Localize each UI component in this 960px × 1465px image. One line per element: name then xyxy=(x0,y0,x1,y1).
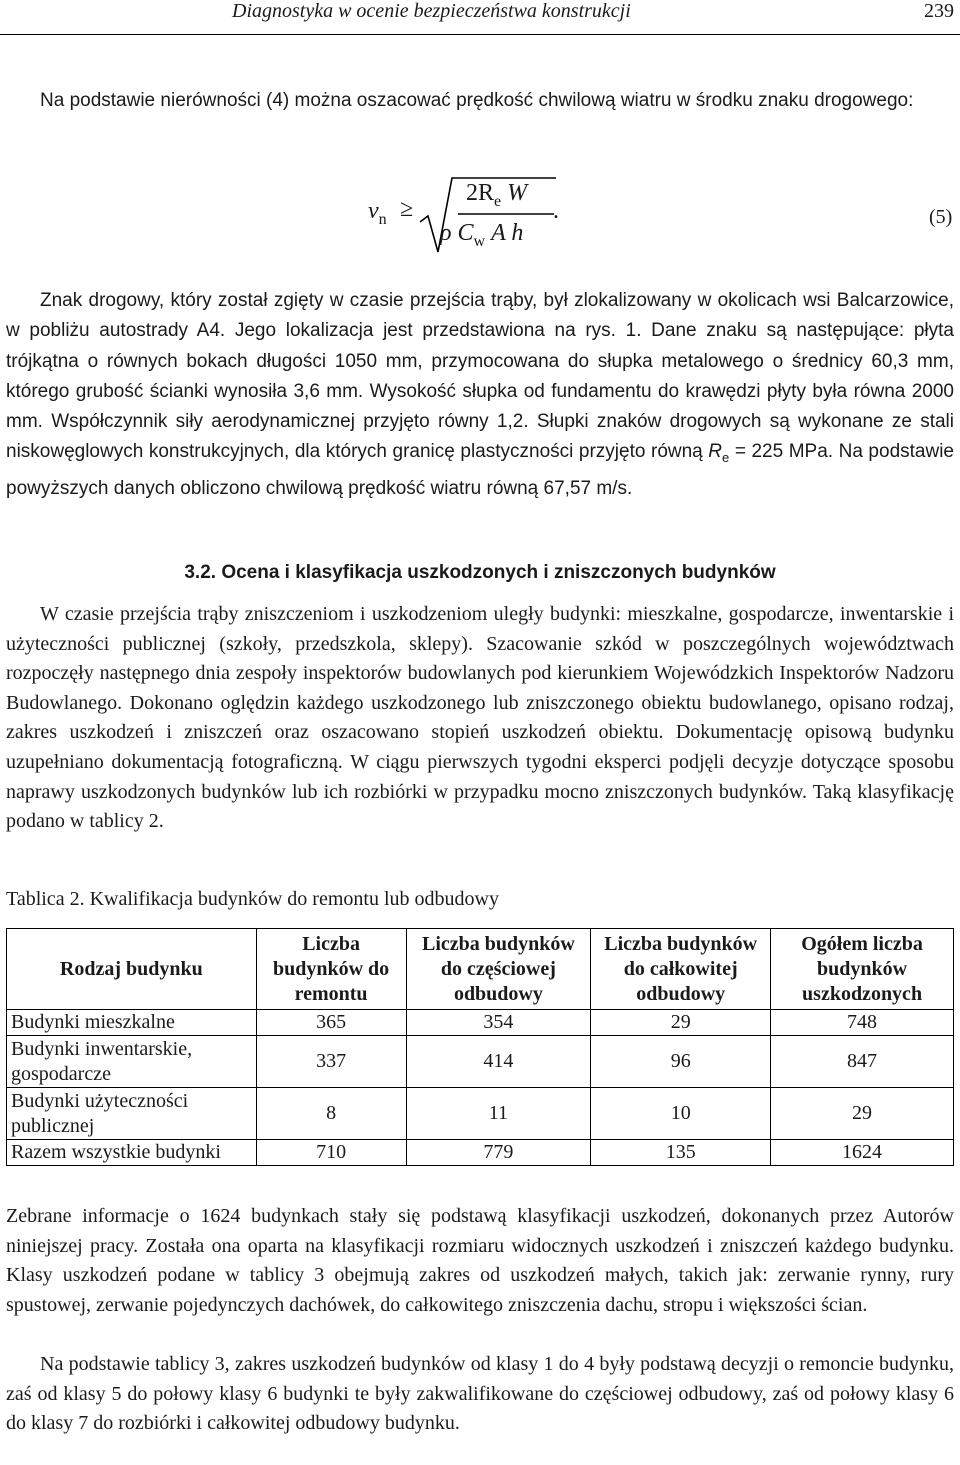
table-cell: Budynki inwentarskie, gospodarcze xyxy=(7,1036,257,1088)
buildings-table xyxy=(6,928,954,1166)
table-row xyxy=(7,1010,954,1036)
table-cell: 29 xyxy=(591,1010,771,1036)
equation-label: (5) xyxy=(929,206,953,228)
page-number: 239 xyxy=(924,0,954,22)
table-row xyxy=(7,1088,954,1140)
eq-lhs: $v_n$ xyxy=(368,198,387,228)
running-header xyxy=(0,0,960,35)
table-caption: Tablica 2. Kwalifikacja budynków do remontu lub odbudowy xyxy=(6,888,499,910)
table-cell: Budynki mieszkalne xyxy=(7,1010,257,1036)
eq-denominator: ρ $C_w$ A h xyxy=(440,220,524,250)
table-cell: 354 xyxy=(406,1010,591,1036)
table-cell: 10 xyxy=(591,1088,771,1140)
sign-paragraph: Znak drogowy, który został zgięty w czasie przejścia trąby, był zlokalizowany w okolicach wsi Balcarzowice, w pobliżu autostrady A4. Jego lokalizacja jest przedstawiona na rys. 1. Dane znaku są następujące: płyta trójkątna o równych bokach długości 1050 mm, przymocowana do słupka metalowego o średnicy 60,3 mm, którego grubość ścianki wynosiła 3,6 mm. Wysokość słupka od fundamentu do krawędzi płyty była równa 2000 mm. Współczynnik siły aerodynamicznej przyjęto równy 1,2. Słupki znaków drogowych są wykonane ze stali niskowęglowych konstrukcyjnych, dla których granicę plastyczności przyjęto równą $R_e = 225$ MPa. Na podstawie powyższych danych obliczono chwilową prędkość wiatru równą 67,57 m/s. xyxy=(6,290,954,499)
table-cell: 365 xyxy=(256,1010,406,1036)
table-cell: 414 xyxy=(406,1036,591,1088)
equation-5 xyxy=(360,172,560,262)
eq-dot: . xyxy=(553,198,559,224)
table-row xyxy=(7,1140,954,1166)
running-title: Diagnostyka w ocenie bezpieczeństwa konstrukcji xyxy=(232,0,631,22)
intro-paragraph: Na podstawie nierówności (4) można oszacować prędkość chwilową wiatru w środku znaku drogowego: xyxy=(40,90,914,111)
assessment-paragraph: W czasie przejścia trąby zniszczeniom i uszkodzeniom uległy budynki: mieszkalne, gospodarcze, inwentarskie i użyteczności publicznej (szkoły, przedszkola, sklepy). Szacowanie szkód w poszczególnych województwach rozpoczęły następnego dnia zespoły inspektorów budowlanych pod kierunkiem Wojewódzkich Inspektorów Nadzoru Budowlanego. Dokonano oględzin każdego uszkodzonego lub zniszczonego obiektu budowlanego, opisano rodzaj, zakres uszkodzeń i zniszczeń oraz oszacowano stopień uszkodzeń obiektu. Dokumentację opisową budynku uzupełniano dokumentacją fotograficzną. W ciągu pierwszych tygodni eksperci podjęli decyzje dotyczące sposobu naprawy uszkodzonych budynków lub ich rozbiórki w przypadku mocno zniszczonych budynków. Taką klasyfikację podano w tablicy 2. xyxy=(6,603,954,833)
table-header: Liczba budynków do remontu xyxy=(256,929,406,1010)
table-cell: Razem wszystkie budynki xyxy=(7,1140,257,1166)
table-row xyxy=(7,1036,954,1088)
table-cell: 8 xyxy=(256,1088,406,1140)
classification-paragraph: Zebrane informacje o 1624 budynkach stały się podstawą klasyfikacji uszkodzeń, dokonanych przez Autorów niniejszej pracy. Została ona oparta na klasyfikacji rozmiaru widocznych uszkodzeń i zniszczeń każdego budynku. Klasy uszkodzeń podane w tablicy 3 obejmują zakres od uszkodzeń małych, takich jak: zerwanie rynny, rury spustowej, zerwanie pojedynczych dachówek, do całkowitego zniszczenia dachu, stropu i większości ścian. xyxy=(6,1205,954,1316)
table-cell: 96 xyxy=(591,1036,771,1088)
eq-relation: ≥ xyxy=(400,196,414,222)
table-header: Liczba budynków do całkowitej odbudowy xyxy=(591,929,771,1010)
table-cell: 11 xyxy=(406,1088,591,1140)
table-cell: 779 xyxy=(406,1140,591,1166)
table-cell: 847 xyxy=(771,1036,954,1088)
table-cell: 29 xyxy=(771,1088,954,1140)
section-heading: 3.2. Ocena i klasyfikacja uszkodzonych i zniszczonych budynków xyxy=(184,562,776,583)
table-header: Rodzaj budynku xyxy=(7,929,257,1010)
decision-paragraph: Na podstawie tablicy 3, zakres uszkodzeń budynków od klasy 1 do 4 były podstawą decyzji o remoncie budynku, zaś od klasy 5 do połowy klasy 6 budynki te były zakwalifikowane do częściowej odbudowy, zaś od połowy klasy 6 do klasy 7 do rozbiórki i całkowitej odbudowy budynku. xyxy=(6,1353,954,1435)
eq-numerator: $2R_e$ W xyxy=(466,180,528,210)
table-header: Liczba budynków do częściowej odbudowy xyxy=(406,929,591,1010)
table-cell: 135 xyxy=(591,1140,771,1166)
table-cell: Budynki użyteczności publicznej xyxy=(7,1088,257,1140)
table-cell: 337 xyxy=(256,1036,406,1088)
table-cell: 1624 xyxy=(771,1140,954,1166)
table-header-row xyxy=(7,929,954,1010)
table-cell: 710 xyxy=(256,1140,406,1166)
table-cell: 748 xyxy=(771,1010,954,1036)
table-header: Ogółem liczba budynków uszkodzonych xyxy=(771,929,954,1010)
